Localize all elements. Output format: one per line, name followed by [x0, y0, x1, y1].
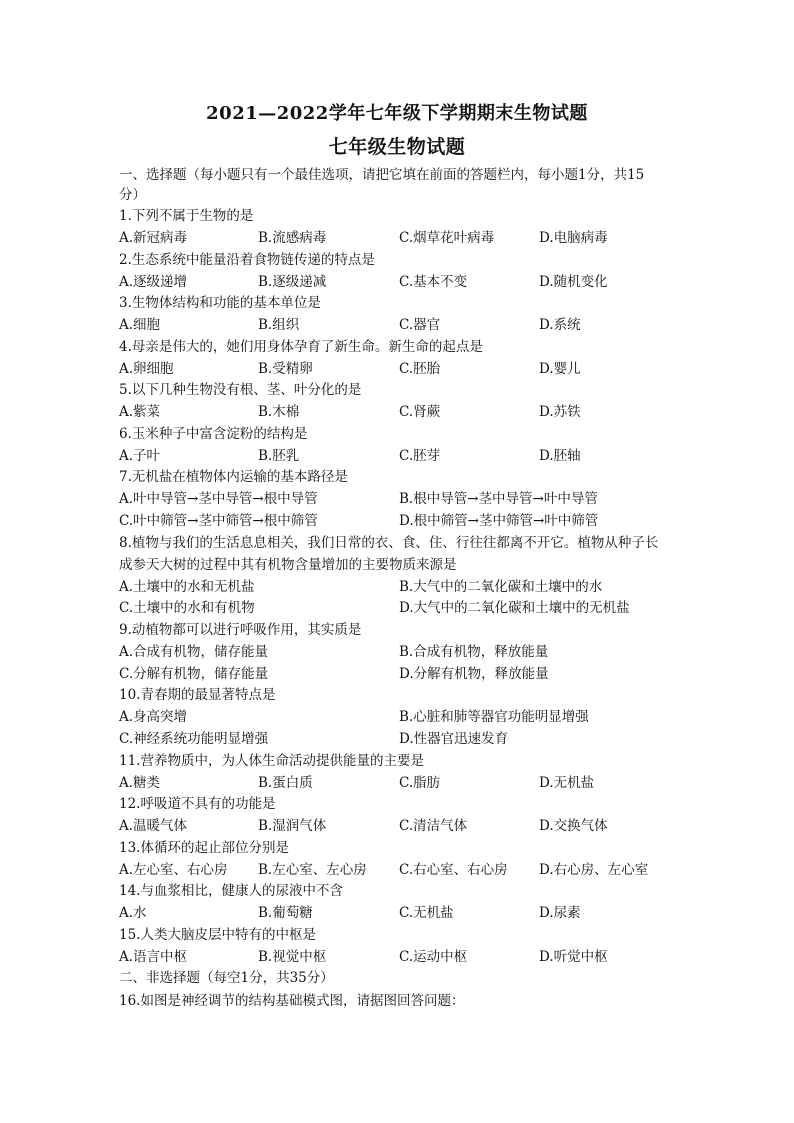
- option-3c: C.器官: [399, 317, 441, 333]
- option-12c: C.清洁气体: [399, 818, 468, 834]
- option-12d: D.交换气体: [539, 818, 608, 834]
- option-4b: B.受精卵: [258, 361, 313, 377]
- option-6a: A.子叶: [119, 448, 161, 464]
- option-15d: D.听觉中枢: [539, 949, 608, 965]
- option-11c: C.脂肪: [399, 775, 441, 791]
- option-10b: B.心脏和肺等器官功能明显增强: [399, 709, 589, 725]
- option-10d: D.性器官迅速发育: [399, 731, 509, 747]
- option-7a: A.叶中导管→茎中导管→根中导管: [119, 491, 318, 507]
- option-2a: A.逐级递增: [119, 274, 188, 290]
- option-13c: C.右心室、右心房: [399, 862, 508, 878]
- option-6b: B.胚乳: [258, 448, 300, 464]
- option-8c: C.土壤中的水和有机物: [119, 600, 255, 616]
- option-9a: A.合成有机物，储存能量: [119, 644, 269, 660]
- option-4a: A.卵细胞: [119, 361, 174, 377]
- option-5a: A.紫菜: [119, 404, 161, 420]
- option-1c: C.烟草花叶病毒: [399, 230, 495, 246]
- option-9d: D.分解有机物，释放能量: [399, 666, 549, 682]
- question-3: 3.生物体结构和功能的基本单位是: [119, 295, 321, 311]
- option-14b: B.葡萄糖: [258, 905, 313, 921]
- option-11d: D.无机盐: [539, 775, 595, 791]
- option-5c: C.肾蕨: [399, 404, 441, 420]
- option-11a: A.糖类: [119, 775, 161, 791]
- exam-title: 2021—2022学年七年级下学期期末生物试题: [206, 103, 588, 124]
- option-6c: C.胚芽: [399, 448, 441, 464]
- option-10c: C.神经系统功能明显增强: [119, 731, 269, 747]
- option-15b: B.视觉中枢: [258, 949, 327, 965]
- section2-heading: 二、非选择题（每空1分，共35分）: [119, 970, 334, 986]
- option-6d: D.胚轴: [539, 448, 581, 464]
- option-15c: C.运动中枢: [399, 949, 468, 965]
- question-13: 13.体循环的起止部位分别是: [119, 840, 289, 856]
- question-2: 2.生态系统中能量沿着食物链传递的特点是: [119, 252, 375, 268]
- option-15a: A.语言中枢: [119, 949, 188, 965]
- option-14a: A.水: [119, 905, 147, 921]
- option-14c: C.无机盐: [399, 905, 454, 921]
- exam-subtitle: 七年级生物试题: [328, 136, 466, 158]
- option-7c: C.叶中筛管→茎中筛管→根中筛管: [119, 513, 318, 529]
- section1-heading: 一、选择题（每小题只有一个最佳选项，请把它填在前面的答题栏内，每小题1分，共15: [119, 167, 645, 183]
- option-2c: C.基本不变: [399, 274, 468, 290]
- option-3a: A.细胞: [119, 317, 161, 333]
- question-7: 7.无机盐在植物体内运输的基本路径是: [119, 469, 348, 485]
- section1-heading-cont: 分）: [119, 187, 146, 203]
- option-4c: C.胚胎: [399, 361, 441, 377]
- question-4: 4.母亲是伟大的，她们用身体孕育了新生命。新生命的起点是: [119, 339, 483, 355]
- option-8a: A.土壤中的水和无机盐: [119, 579, 255, 595]
- option-12b: B.湿润气体: [258, 818, 327, 834]
- question-16: 16.如图是神经调节的结构基础模式图，请据图回答问题：: [119, 993, 465, 1009]
- option-4d: D.婴儿: [539, 361, 581, 377]
- question-12: 12.呼吸道不具有的功能是: [119, 796, 276, 812]
- option-9b: B.合成有机物，释放能量: [399, 644, 549, 660]
- option-1d: D.电脑病毒: [539, 230, 608, 246]
- option-8b: B.大气中的二氧化碳和土壤中的水: [399, 579, 603, 595]
- option-5d: D.苏铁: [539, 404, 581, 420]
- question-8-cont: 成参天大树的过程中其有机物含量增加的主要物质来源是: [119, 557, 457, 573]
- option-13b: B.左心室、左心房: [258, 862, 367, 878]
- question-11: 11.营养物质中，为人体生命活动提供能量的主要是: [119, 753, 424, 769]
- question-10: 10.青春期的最显著特点是: [119, 687, 276, 703]
- option-9c: C.分解有机物，储存能量: [119, 666, 269, 682]
- question-6: 6.玉米种子中富含淀粉的结构是: [119, 426, 308, 442]
- question-15: 15.人类大脑皮层中特有的中枢是: [119, 927, 316, 943]
- question-1: 1.下列不属于生物的是: [119, 208, 254, 224]
- option-2d: D.随机变化: [539, 274, 608, 290]
- option-11b: B.蛋白质: [258, 775, 313, 791]
- question-5: 5.以下几种生物没有根、茎、叶分化的是: [119, 382, 362, 398]
- option-12a: A.温暖气体: [119, 818, 188, 834]
- option-14d: D.尿素: [539, 905, 581, 921]
- option-2b: B.逐级递减: [258, 274, 327, 290]
- question-14: 14.与血浆相比，健康人的尿液中不含: [119, 883, 343, 899]
- option-10a: A.身高突增: [119, 709, 188, 725]
- option-8d: D.大气中的二氧化碳和土壤中的无机盐: [399, 600, 630, 616]
- option-7d: D.根中筛管→茎中筛管→叶中筛管: [399, 513, 599, 529]
- option-7b: B.根中导管→茎中导管→叶中导管: [399, 491, 598, 507]
- option-13d: D.右心房、左心室: [539, 862, 649, 878]
- question-8: 8.植物与我们的生活息息相关，我们日常的衣、食、住、行往往都离不开它。植物从种子长: [119, 535, 659, 551]
- option-13a: A.左心室、右心房: [119, 862, 228, 878]
- option-1a: A.新冠病毒: [119, 230, 188, 246]
- option-3d: D.系统: [539, 317, 581, 333]
- question-9: 9.动植物都可以进行呼吸作用，其实质是: [119, 622, 362, 638]
- option-5b: B.木棉: [258, 404, 300, 420]
- option-3b: B.组织: [258, 317, 300, 333]
- option-1b: B.流感病毒: [258, 230, 327, 246]
